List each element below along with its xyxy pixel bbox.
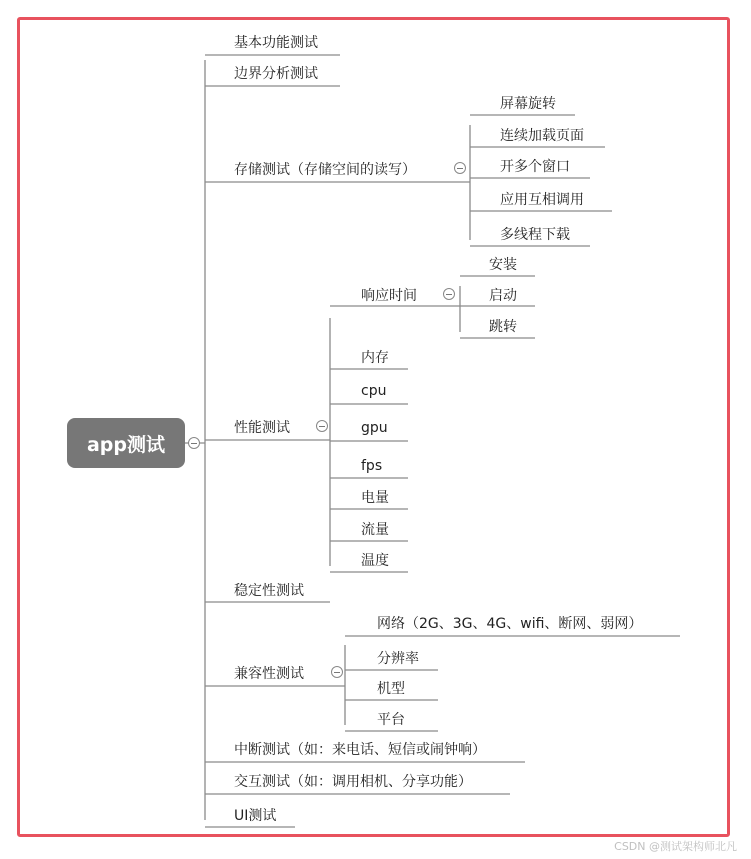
node-compatibility[interactable]: 兼容性测试: [234, 666, 304, 682]
node-compat-platform[interactable]: 平台: [377, 712, 405, 728]
watermark: CSDN @测试架构师北凡: [614, 840, 737, 853]
node-perf-cpu[interactable]: cpu: [361, 383, 387, 399]
node-storage[interactable]: 存储测试（存储空间的读写）: [234, 162, 416, 178]
node-perf-traffic[interactable]: 流量: [361, 522, 389, 538]
node-storage-windows[interactable]: 开多个窗口: [500, 159, 570, 175]
compatibility-collapse-icon[interactable]: [331, 666, 343, 678]
node-compat-network[interactable]: 网络（2G、3G、4G、wifi、断网、弱网）: [377, 616, 643, 632]
node-performance[interactable]: 性能测试: [234, 420, 290, 436]
node-response-jump[interactable]: 跳转: [489, 319, 517, 335]
performance-collapse-icon[interactable]: [316, 420, 328, 432]
root-collapse-icon[interactable]: [188, 437, 200, 449]
node-perf-memory[interactable]: 内存: [361, 350, 389, 366]
node-stability[interactable]: 稳定性测试: [234, 583, 304, 599]
node-perf-fps[interactable]: fps: [361, 458, 383, 474]
node-basic[interactable]: 基本功能测试: [234, 35, 318, 51]
node-response-install[interactable]: 安装: [489, 257, 517, 273]
node-storage-download[interactable]: 多线程下载: [500, 227, 570, 243]
node-interrupt[interactable]: 中断测试（如：来电话、短信或闹钟响）: [234, 742, 486, 758]
node-ui[interactable]: UI测试: [234, 808, 277, 824]
node-boundary[interactable]: 边界分析测试: [234, 66, 318, 82]
storage-collapse-icon[interactable]: [454, 162, 466, 174]
node-storage-rotate[interactable]: 屏幕旋转: [500, 96, 556, 112]
node-compat-resolution[interactable]: 分辨率: [377, 651, 419, 667]
node-response-time[interactable]: 响应时间: [361, 288, 417, 304]
node-perf-battery[interactable]: 电量: [361, 490, 389, 506]
node-interaction[interactable]: 交互测试（如：调用相机、分享功能）: [234, 774, 472, 790]
node-perf-gpu[interactable]: gpu: [361, 420, 388, 436]
node-compat-model[interactable]: 机型: [377, 681, 405, 697]
node-response-start[interactable]: 启动: [489, 288, 517, 304]
node-storage-call[interactable]: 应用互相调用: [500, 192, 584, 208]
response-collapse-icon[interactable]: [443, 288, 455, 300]
root-node[interactable]: app测试: [67, 418, 185, 468]
node-storage-load[interactable]: 连续加载页面: [500, 128, 584, 144]
node-perf-temperature[interactable]: 温度: [361, 553, 389, 569]
